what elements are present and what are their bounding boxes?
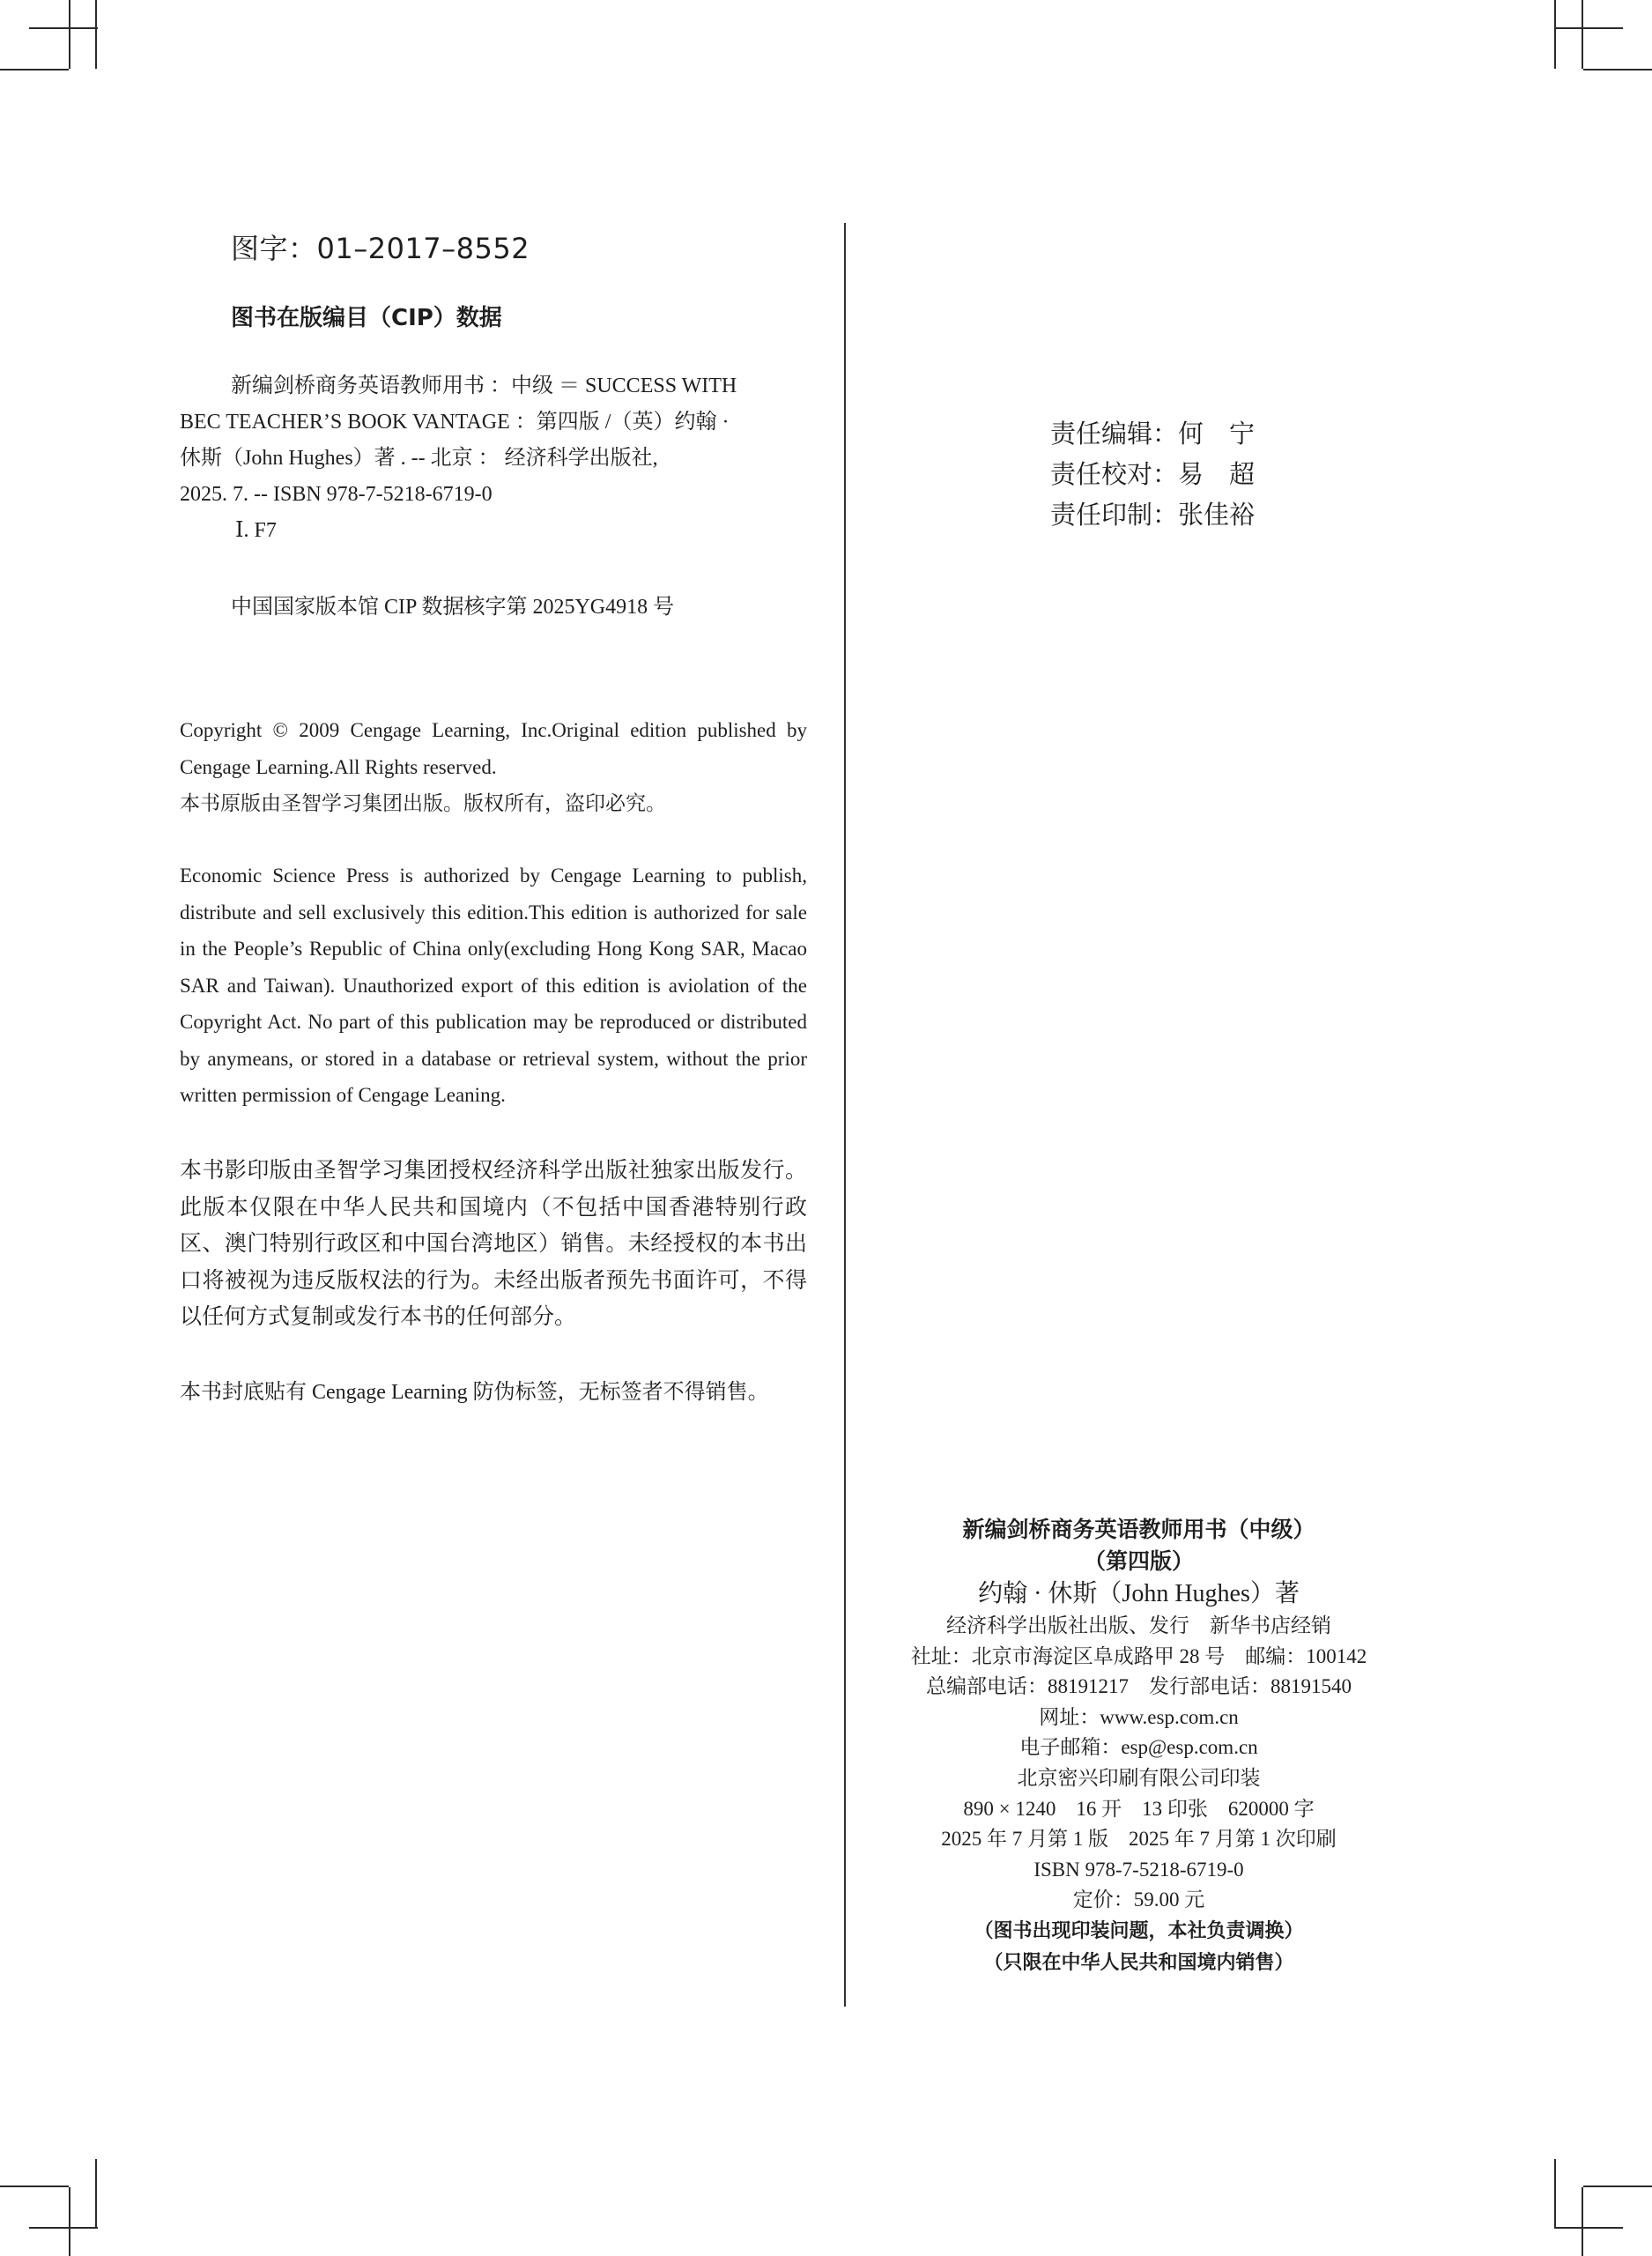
authorization-english: Economic Science Press is authorized by Cengage Learning to publish, distribute and sell exclusively this edition.This edition is authorized for sale in the People’s Republic of China only(excluding Hong Kong SAR, Macao SAR and Taiwan). Unauthorized export of this edition is aviolation of the Copyright Act. No part of this publication may be reproduced or distributed by anymeans, or stored in a database or retrieval system, without the prior written permission of Cengage Leaning. (180, 865, 807, 1106)
book-author: 约翰 · 休斯（John Hughes）著 (978, 1580, 1300, 1607)
book-format: 890 × 1240 16 开 13 印张 620000 字 (963, 1797, 1315, 1820)
printer: 北京密兴印刷有限公司印装 (1017, 1766, 1261, 1789)
publisher-email: 电子邮箱：esp@esp.com.cn (1019, 1736, 1258, 1759)
anti-counterfeit-notice (180, 1375, 807, 1412)
permit-number: 图字：01–2017–8552 (231, 232, 530, 265)
copyright-english: Copyright © 2009 Cengage Learning, Inc.Original edition published by Cengage Learning.All Rights reserved. (180, 719, 807, 778)
editorial-staff (1050, 414, 1255, 536)
book-edition: （第四版） (1083, 1548, 1194, 1574)
isbn: ISBN 978-7-5218-6719-0 (1033, 1858, 1244, 1881)
copyright-block (180, 712, 807, 822)
sales-restriction-note: （只限在中华人民共和国境内销售） (983, 1951, 1294, 1974)
publisher-website: 网址：www.esp.com.cn (1039, 1705, 1239, 1728)
responsible-proofreader: 责任校对：易 超 (1050, 461, 1256, 489)
cip-data-number: 中国国家版本馆 CIP 数据核字第 2025YG4918 号 (231, 596, 675, 619)
reprint-notice-chinese (180, 1153, 807, 1336)
cip-classification: Ⅰ. F7 (235, 519, 277, 542)
cip-line-1: 新编剑桥商务英语教师用书 ：中级 ＝ SUCCESS WITH (231, 375, 737, 397)
publisher-address: 社址：北京市海淀区阜成路甲 28 号 邮编：100142 (910, 1644, 1367, 1667)
copyright-chinese: 本书原版由圣智学习集团出版。版权所有，盗印必究。 (180, 792, 666, 814)
book-title: 新编剑桥商务英语教师用书（中级） (962, 1517, 1315, 1542)
cip-line-3: 休斯（John Hughes）著 . -- 北京 ： 经济科学出版社, (180, 447, 658, 470)
responsible-printing: 责任印制：张佳裕 (1050, 501, 1256, 530)
publisher-phones: 总编部电话：88191217 发行部电话：88191540 (926, 1675, 1352, 1698)
responsible-editor: 责任编辑：何 宁 (1050, 420, 1256, 449)
authorization-block (180, 857, 807, 1114)
cip-line-2: BEC TEACHER’S BOOK VANTAGE ：第四版 /（英）约翰 · (180, 411, 730, 434)
cip-heading: 图书在版编目（CIP）数据 (231, 305, 502, 331)
defect-note: （图书出现印装问题，本社负责调换） (974, 1919, 1304, 1942)
anti-counterfeit-text: 本书封底贴有 Cengage Learning 防伪标签，无标签者不得销售。 (180, 1381, 769, 1404)
printing-history: 2025 年 7 月第 1 版 2025 年 7 月第 1 次印刷 (941, 1828, 1337, 1851)
cip-line-4: 2025. 7. -- ISBN 978-7-5218-6719-0 (180, 483, 493, 506)
reprint-notice-text: 本书影印版由圣智学习集团授权经济科学出版社独家出版发行。此版本仅限在中华人民共和国境内（不包括中国香港特别行政区、澳门特别行政区和中国台湾地区）销售。未经授权的本书出口将被视为违反版权法的行为。未经出版者预先书面许可，不得以任何方式复制或发行本书的任何部分。 (180, 1159, 807, 1329)
colophon (846, 1514, 1432, 1979)
cip-record (180, 368, 773, 549)
publisher-line: 经济科学出版社出版、发行 新华书店经销 (946, 1614, 1331, 1636)
price: 定价：59.00 元 (1072, 1889, 1205, 1911)
